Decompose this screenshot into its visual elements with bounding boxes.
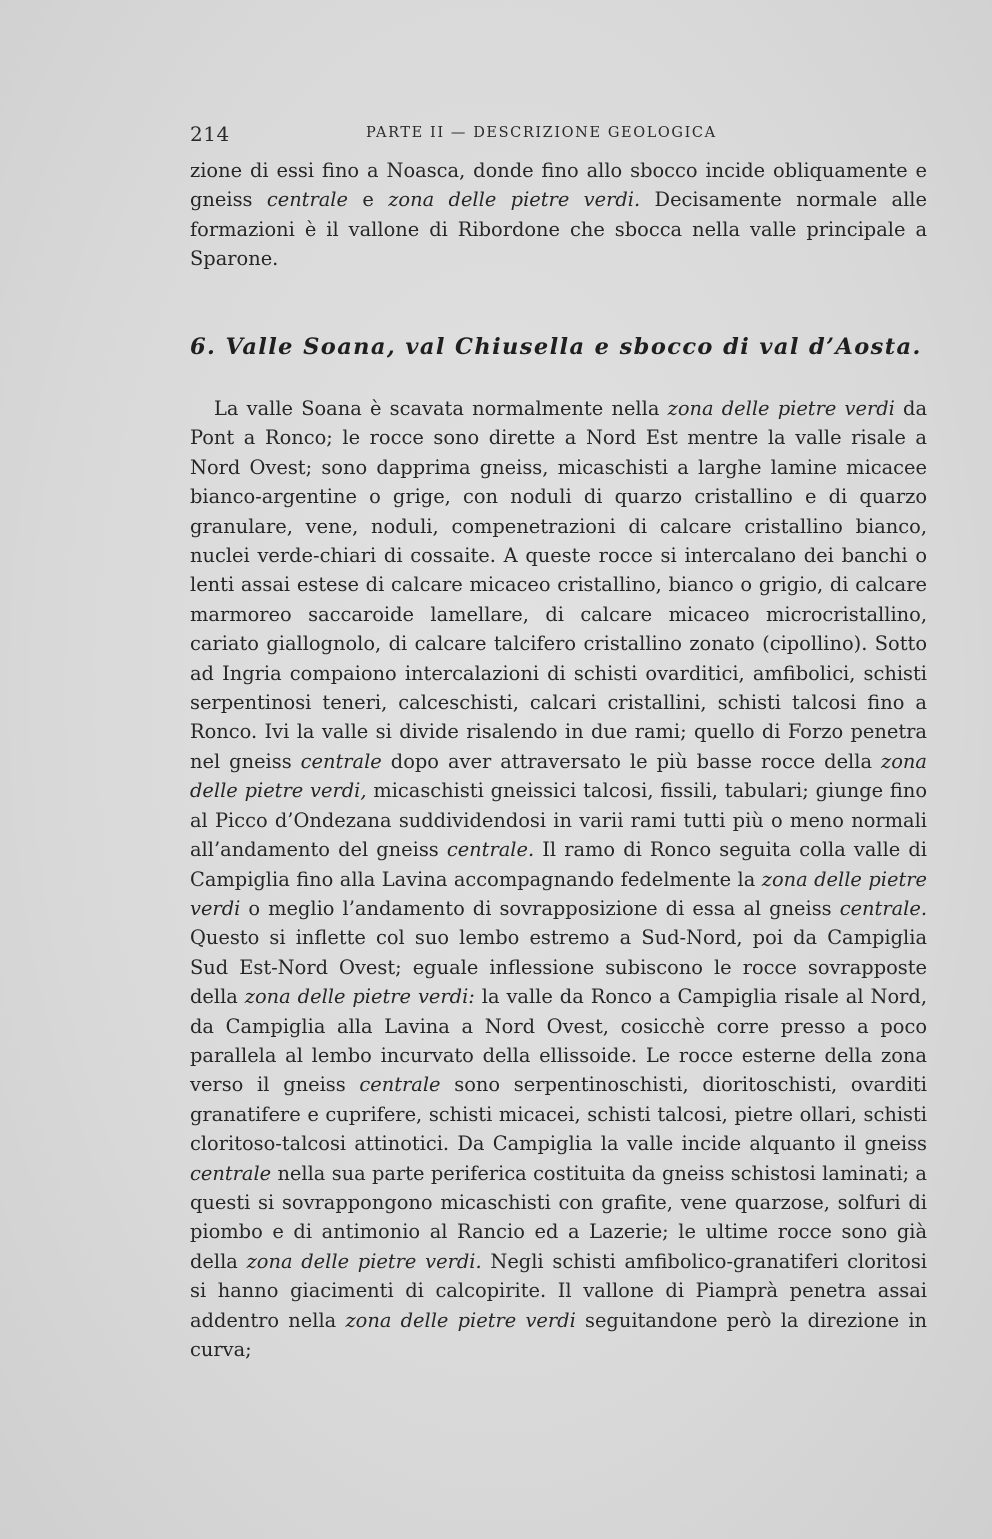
section-heading: 6. Valle Soana, val Chiusella e sbocco di val d’Aosta. xyxy=(190,334,922,360)
italic-run: centrale. xyxy=(446,838,535,862)
text-run: o meglio l’andamento di sovrapposizione di essa al gneiss xyxy=(240,896,840,920)
italic-run: zona delle pietre verdi. xyxy=(388,188,641,212)
italic-run: zona delle pietre verdi xyxy=(345,1308,576,1332)
italic-run: zona delle pietre verdi xyxy=(190,867,927,920)
italic-run: centrale xyxy=(359,1073,441,1097)
body-text xyxy=(190,394,927,1364)
text-run: sono serpentinoschisti, dioritoschisti, ovarditi granatifere e cuprifere, schisti micacei, schisti talcosi, pietre ollari, schisti cloritoso-talcosi attinotici. Da Campiglia la valle incide alquanto il gneiss xyxy=(190,1073,927,1156)
text-run: dopo aver attraversato le più basse rocce della xyxy=(381,749,882,773)
text-run: zione di essi fino a Noasca, donde fino allo sbocco incide obliquamente e gneiss xyxy=(190,159,927,212)
text-run: la valle da Ronco a Campiglia risale al Nord, da Campiglia alla Lavina a Nord Ovest, cosicchè corre presso a poco parallela al lembo incurvato della ellissoide. Le rocce esterne della zona verso il gneiss xyxy=(190,985,927,1097)
italic-run: zona delle pietre verdi. xyxy=(246,1249,482,1273)
running-head: PARTE II — DESCRIZIONE GEOLOGICA xyxy=(366,125,717,141)
intro-paragraph xyxy=(190,156,927,274)
italic-run: zona delle pietre verdi, xyxy=(190,749,927,803)
text-run: Il ramo di Ronco seguita colla valle di Campiglia fino alla Lavina accompagnando fedelmente la xyxy=(190,838,927,891)
italic-run: centrale. xyxy=(839,896,927,920)
text-run: da Pont a Ronco; le rocce sono dirette a Nord Est mentre la valle risale a Nord Ovest; sono dapprima gneiss, micaschisti a larghe lamine micacee bianco-argentine o grige, con noduli di quarzo cristallino e di quarzo granulare, vene, noduli, compenetrazioni di calcare cristallino bianco, nuclei verde-chiari di cossaite. A queste rocce si intercalano dei banchi o lenti assai estese di calcare micaceo cristallino, bianco o grigio, di calcare marmoreo saccaroide lamellare, di calcare micaceo microcristallino, cariato giallognolo, di calcare talcifero cristallino zonato (cipollino). Sotto ad Ingria compaiono intercalazioni di schisti ovarditici, amfibolici, schisti serpentinosi teneri, calceschisti, calcari cristallini, schisti talcosi fino a Ronco. Ivi la valle si divide risalendo in due rami; quello di Forzo penetra nel gneiss xyxy=(190,397,928,773)
italic-run: zona delle pietre verdi xyxy=(667,397,895,420)
text-run: Negli schisti amfibolico-granatiferi cloritosi si hanno giacimenti di calcopirite. Il vallone di Piamprà penetra assai addentro nella xyxy=(190,1249,927,1332)
page-header xyxy=(190,122,926,150)
text-run: Decisamente normale alle formazioni è il vallone di Ribordone che sbocca nella valle principale a Sparone. xyxy=(190,188,927,271)
page-number: 214 xyxy=(190,122,230,146)
body-paragraph xyxy=(190,394,927,1364)
intro-text xyxy=(190,156,927,274)
text-run: seguitandone però la direzione in curva; xyxy=(190,1308,928,1361)
text-run: La valle Soana è scavata normalmente nella xyxy=(214,397,668,420)
italic-run: centrale xyxy=(300,749,382,773)
text-run: nella sua parte periferica costituita da gneiss schistosi laminati; a questi si sovrappongono micaschisti con grafite, vene quarzose, solfuri di piombo e di antimonio al Rancio ed a Lazerie; le ultime rocce sono già della xyxy=(190,1161,927,1273)
text-run: micaschisti gneissici talcosi, fissili, tabulari; giunge fino al Picco d’Ondezana suddividendosi in varii rami tutti più o meno normali all’andamento del gneiss xyxy=(190,779,927,862)
text-run: Questo si inflette col suo lembo estremo a Sud-Nord, poi da Campiglia Sud Est-Nord Ovest; eguale inflessione subiscono le rocce sovrapposte della xyxy=(190,926,927,1009)
italic-run: zona delle pietre verdi: xyxy=(244,985,475,1009)
text-run: e xyxy=(347,188,389,212)
italic-run: centrale xyxy=(266,188,348,212)
italic-run: centrale xyxy=(190,1161,272,1185)
